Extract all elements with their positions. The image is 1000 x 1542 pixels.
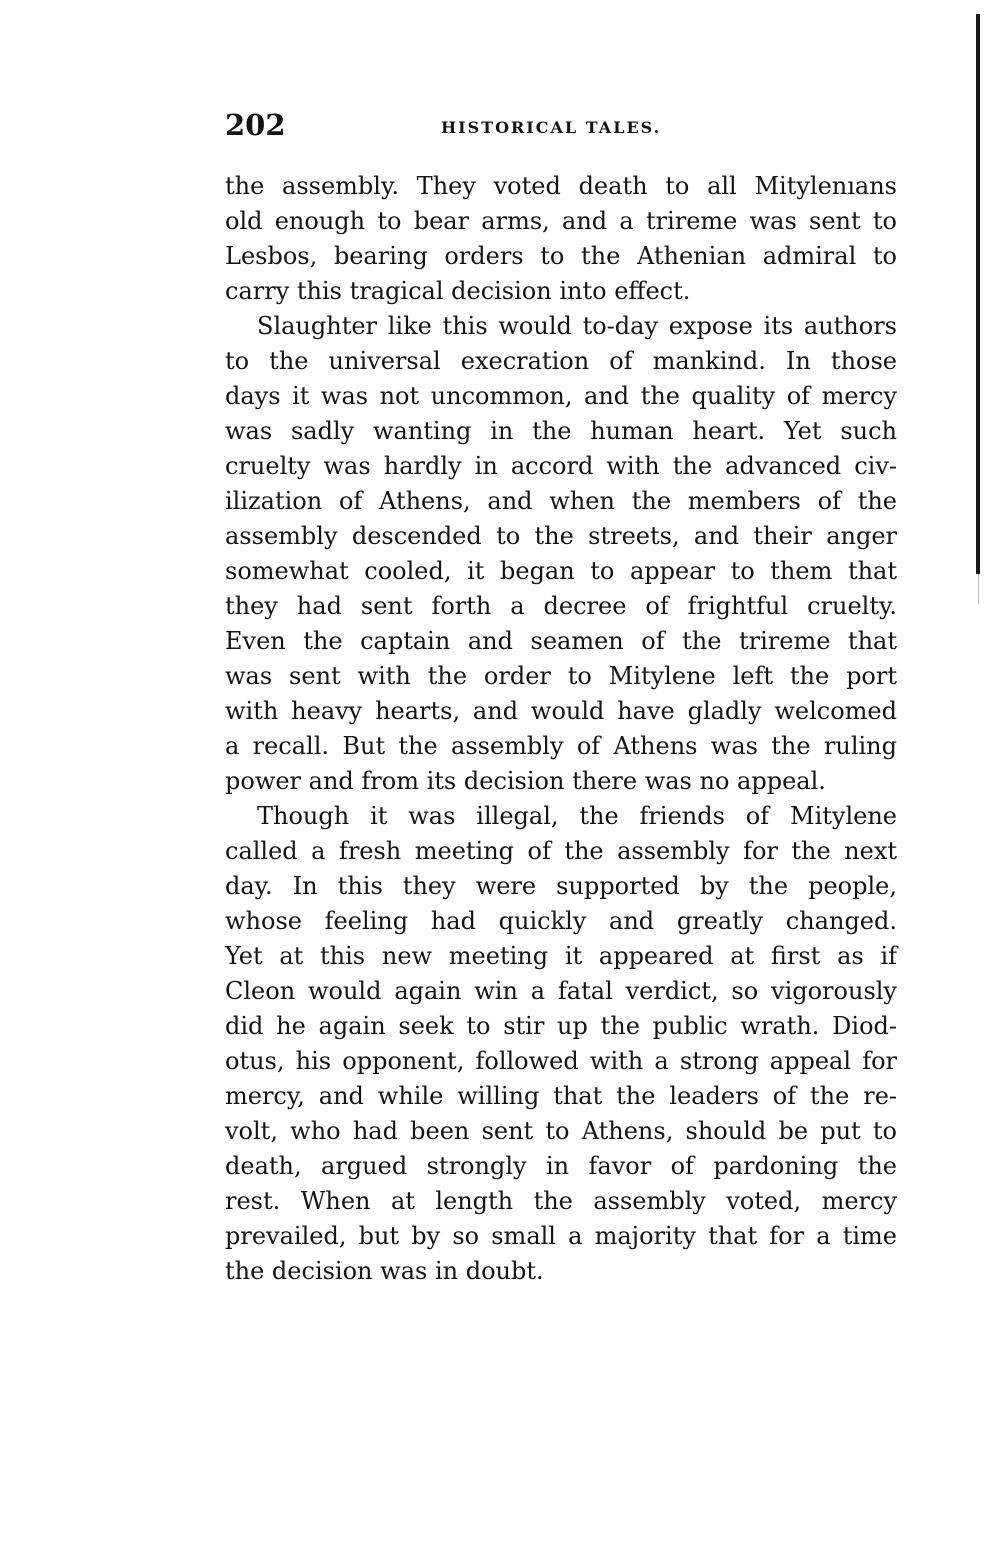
text-line: Cleon would again win a fatal verdict, so vigorously xyxy=(225,977,897,1005)
text-line: whose feeling had quickly and greatly changed. xyxy=(225,907,897,935)
text-line: a recall. But the assembly of Athens was the ruling xyxy=(225,732,897,760)
text-line: Lesbos, bearing orders to the Athenian admiral to xyxy=(225,242,897,270)
paragraph xyxy=(225,309,897,799)
text-line: Yet at this new meeting it appeared at first as if xyxy=(225,942,897,970)
running-head: HISTORICAL TALES. xyxy=(441,118,662,137)
text-line: volt, who had been sent to Athens, should be put to xyxy=(225,1117,897,1145)
text-line: power and from its decision there was no appeal. xyxy=(225,767,826,795)
page-edge-shadow-faint xyxy=(978,574,979,604)
text-line: ilization of Athens, and when the members of the xyxy=(225,487,897,515)
text-line: was sent with the order to Mitylene left the port xyxy=(225,662,897,690)
text-line: the decision was in doubt. xyxy=(225,1257,544,1285)
text-line: mercy, and while willing that the leaders of the re- xyxy=(225,1082,897,1110)
text-line: did he again seek to stir up the public wrath. Diod- xyxy=(225,1012,897,1040)
text-line: to the universal execration of mankind. In those xyxy=(225,347,897,375)
text-line: death, argued strongly in favor of pardoning the xyxy=(225,1152,897,1180)
text-line: somewhat cooled, it began to appear to them that xyxy=(225,557,897,585)
body-text xyxy=(225,169,897,1289)
text-line: assembly descended to the streets, and their anger xyxy=(225,522,897,550)
text-line: cruelty was hardly in accord with the advanced civ- xyxy=(225,452,897,480)
text-line: prevailed, but by so small a majority that for a time xyxy=(225,1222,897,1250)
text-line: carry this tragical decision into effect. xyxy=(225,277,691,305)
paragraph xyxy=(225,799,897,1289)
text-line: old enough to bear arms, and a trireme was sent to xyxy=(225,207,897,235)
text-line: rest. When at length the assembly voted, mercy xyxy=(225,1187,897,1215)
text-line: called a fresh meeting of the assembly for the next xyxy=(225,837,897,865)
paragraph xyxy=(225,169,897,309)
page-number: 202 xyxy=(225,108,286,142)
text-line: was sadly wanting in the human heart. Yet such xyxy=(225,417,897,445)
text-line: days it was not uncommon, and the quality of mercy xyxy=(225,382,897,410)
text-line: with heavy hearts, and would have gladly welcomed xyxy=(225,697,897,725)
text-line: otus, his opponent, followed with a strong appeal for xyxy=(225,1047,897,1075)
text-line: Though it was illegal, the friends of Mitylene xyxy=(257,802,897,830)
text-line: they had sent forth a decree of frightful cruelty. xyxy=(225,592,897,620)
text-line: Slaughter like this would to-day expose its authors xyxy=(257,312,897,340)
page-edge-shadow xyxy=(976,14,980,574)
text-line: the assembly. They voted death to all Mitylenıans xyxy=(225,172,897,200)
text-line: Even the captain and seamen of the trireme that xyxy=(225,627,897,655)
page-header xyxy=(225,108,897,148)
text-line: day. In this they were supported by the people, xyxy=(225,872,897,900)
